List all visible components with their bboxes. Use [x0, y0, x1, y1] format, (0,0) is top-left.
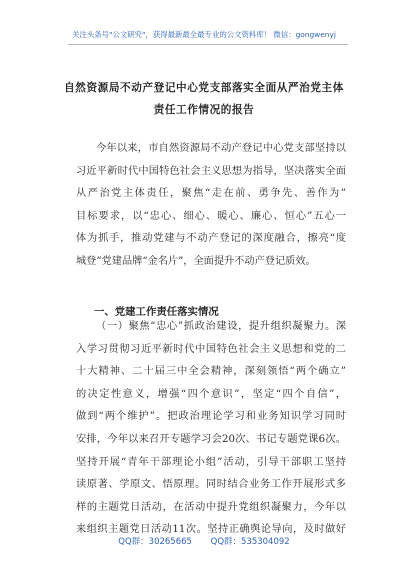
text-line: 从严治党主体责任，聚焦“走在前、勇争先、善作为” — [76, 188, 346, 200]
section-heading: 一、党建工作责任落实情况 — [94, 306, 219, 318]
text-line: 十大精神、二十届三中全会精神，深刻领悟“两个确立” — [76, 366, 346, 378]
qq-group-2: QQ群：535304092 — [210, 537, 290, 547]
text-line: 样的主题党日活动，在活动中提升党组织凝聚力，今年以 — [76, 501, 346, 513]
page-header: 关注头条号"公文研究"，获得最新最全最专业的公文资料库！ 微信：gongwenyj — [72, 30, 336, 39]
text-line: 习近平新时代中国特色社会主义思想为指导，坚决落实全面 — [76, 165, 346, 177]
paragraph-section-1 — [76, 316, 346, 542]
text-line: 做到“两个维护”。把政治理论学习和业务知识学习同时 — [76, 411, 346, 423]
header-divider — [68, 44, 348, 45]
text-line: 目标要求，以“忠心、细心、暖心、廉心、恒心”五心一 — [76, 210, 346, 222]
document-title-line-1: 自然资源局不动产登记中心党支部落实全面从严治党主体 — [64, 82, 344, 94]
text-line: 读原著、学原文、悟原理。同时结合业务工作开展形式多 — [76, 479, 346, 491]
text-line: 来组织主题党日活动11次。坚持正确舆论导向，及时做好 — [76, 524, 346, 536]
text-line: （一）聚焦“忠心”抓政治建设，提升组织凝聚力。深 — [96, 321, 346, 332]
text-line: 入学习贯彻习近平新时代中国特色社会主义思想和党的二 — [76, 343, 346, 355]
qq-group-1: QQ群：30265665 — [118, 537, 192, 547]
text-line: 的决定性意义，增强“四个意识”，坚定“四个自信”， — [76, 388, 346, 400]
text-line: 城登”党建品牌“金名片”，全面提升不动产登记质效。 — [76, 255, 316, 267]
text-line: 今年以来，市自然资源局不动产登记中心党支部坚持以 — [96, 143, 346, 154]
document-title-line-2: 责任工作情况的报告 — [153, 104, 255, 116]
text-line: 安排，今年以来召开专题学习会20次、书记专题党课6次。 — [76, 433, 346, 445]
text-line: 体为抓手，推动党建与不动产登记的深度融合，擦亮“度 — [76, 233, 346, 245]
text-line: 坚持开展“青年干部理论小组”活动，引导干部职工坚持 — [76, 456, 346, 468]
paragraph-intro — [76, 138, 346, 274]
page-footer — [0, 535, 408, 547]
